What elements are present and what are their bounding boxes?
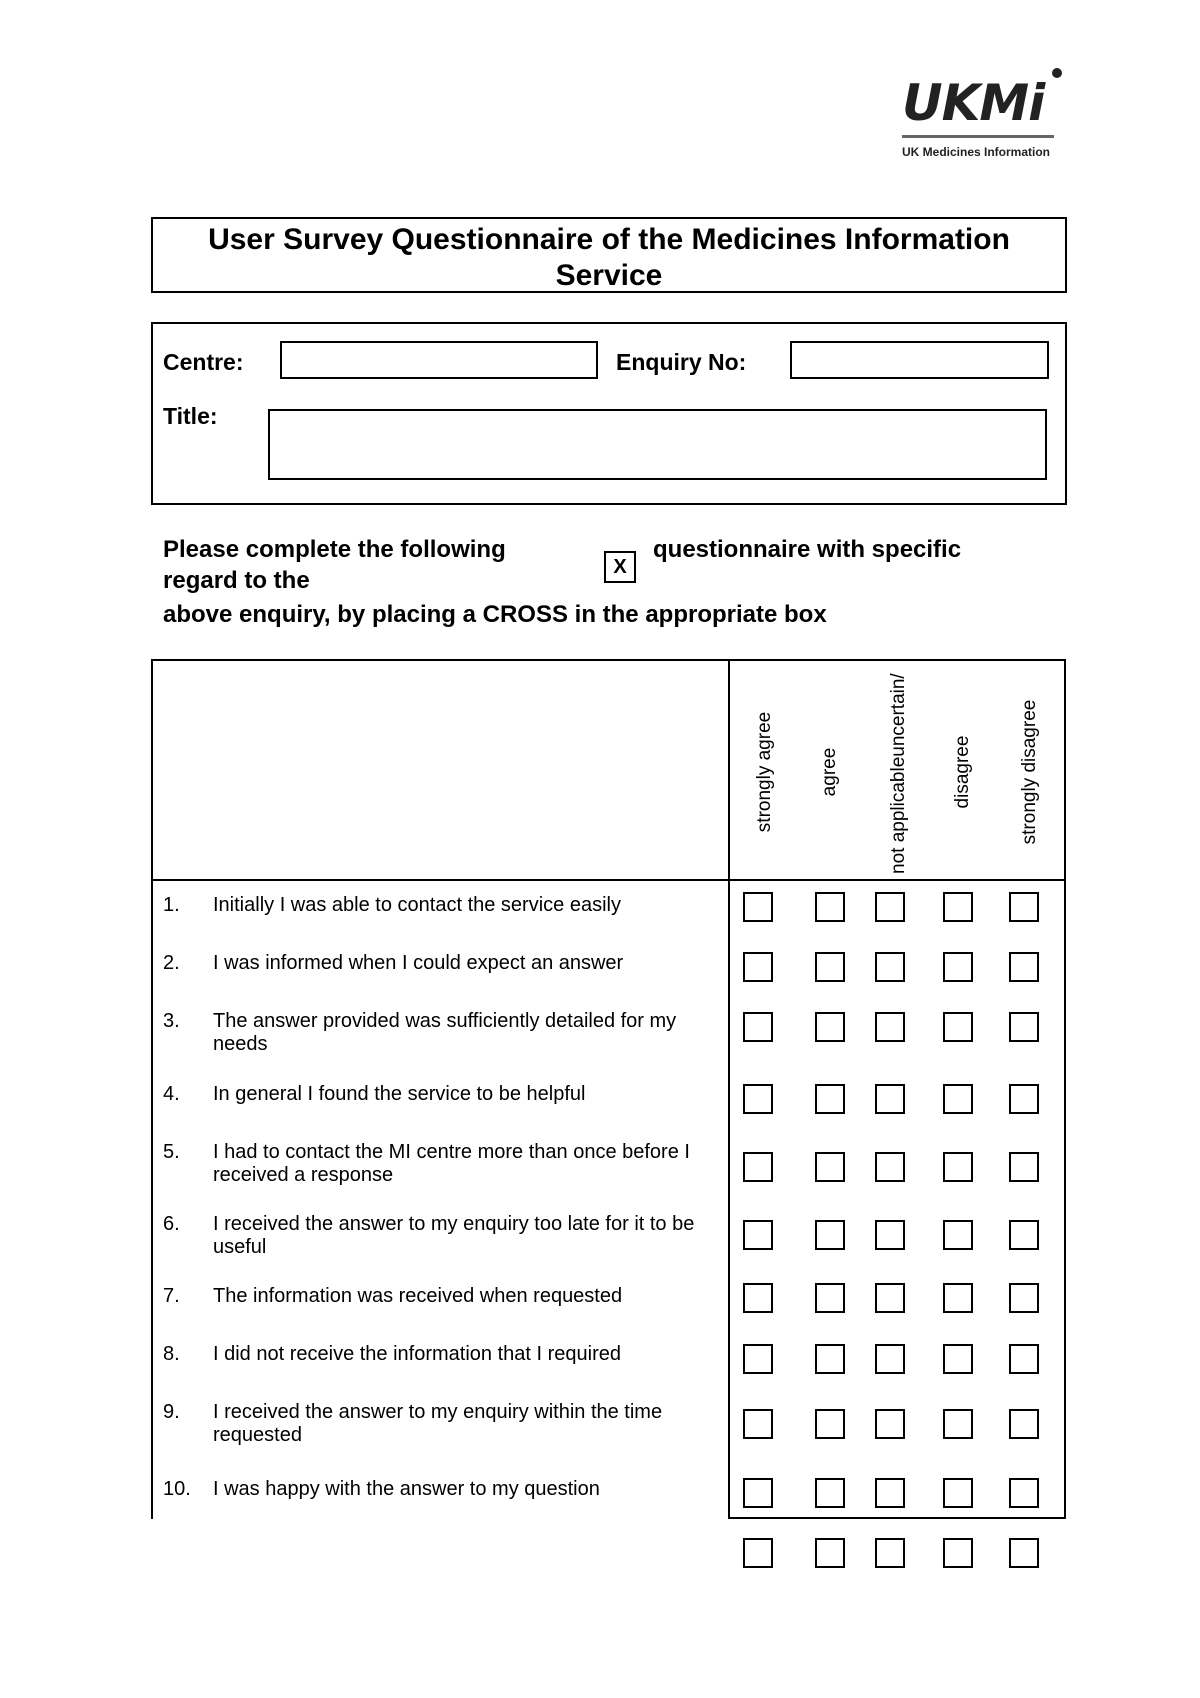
title-box	[151, 217, 1067, 293]
question-4-number: 4.	[163, 1083, 180, 1105]
page-title: User Survey Questionnaire of the Medicines Information Service	[208, 223, 1010, 292]
question-2-strongly-disagree-checkbox[interactable]	[1009, 952, 1039, 982]
table-right-border	[1064, 659, 1066, 1519]
instruction-line-1b: questionnaire with specific	[653, 536, 962, 563]
question-4-strongly-agree-checkbox[interactable]	[743, 1084, 773, 1114]
centre-field[interactable]	[280, 341, 598, 379]
question-3-text: The answer provided was sufficiently detailed for my needs	[213, 1010, 677, 1055]
question-7-text: The information was received when requested	[213, 1285, 623, 1307]
question-7-strongly-disagree-checkbox[interactable]	[1009, 1283, 1039, 1313]
question-6-text: I received the answer to my enquiry too late for it to be useful	[213, 1213, 695, 1258]
question-6-number: 6.	[163, 1213, 180, 1235]
centre-label: Centre:	[163, 349, 244, 375]
question-3-strongly-disagree-checkbox[interactable]	[1009, 1012, 1039, 1042]
extra-row-strongly-disagree-checkbox[interactable]	[1009, 1538, 1039, 1568]
question-9-disagree-checkbox[interactable]	[943, 1409, 973, 1439]
logo-rule	[902, 135, 1054, 138]
question-7-agree-checkbox[interactable]	[815, 1283, 845, 1313]
instruction-line-3: above enquiry, by placing a CROSS in the appropriate box	[163, 601, 827, 628]
question-9-text: I received the answer to my enquiry within the time requested	[213, 1401, 663, 1446]
instruction-line-1a: Please complete the following	[163, 536, 506, 563]
question-5-not-applicable-uncertain-checkbox[interactable]	[875, 1152, 905, 1182]
question-2-agree-checkbox[interactable]	[815, 952, 845, 982]
extra-row-not-applicable-uncertain-checkbox[interactable]	[875, 1538, 905, 1568]
title-field[interactable]	[268, 409, 1047, 480]
question-2-number: 2.	[163, 952, 180, 974]
question-8-strongly-disagree-checkbox[interactable]	[1009, 1344, 1039, 1374]
col-head-strongly-disagree: strongly disagree	[1019, 699, 1040, 845]
table-top-border	[151, 659, 1066, 661]
extra-row-strongly-agree-checkbox[interactable]	[743, 1538, 773, 1568]
question-4-not-applicable-uncertain-checkbox[interactable]	[875, 1084, 905, 1114]
question-1-strongly-agree-checkbox[interactable]	[743, 892, 773, 922]
col-head-disagree: disagree	[952, 735, 973, 809]
question-1-strongly-disagree-checkbox[interactable]	[1009, 892, 1039, 922]
question-8-text: I did not receive the information that I required	[213, 1343, 622, 1365]
question-3-agree-checkbox[interactable]	[815, 1012, 845, 1042]
question-6-not-applicable-uncertain-checkbox[interactable]	[875, 1220, 905, 1250]
question-10-strongly-agree-checkbox[interactable]	[743, 1478, 773, 1508]
question-4-disagree-checkbox[interactable]	[943, 1084, 973, 1114]
extra-row-disagree-checkbox[interactable]	[943, 1538, 973, 1568]
question-6-agree-checkbox[interactable]	[815, 1220, 845, 1250]
question-8-agree-checkbox[interactable]	[815, 1344, 845, 1374]
question-8-disagree-checkbox[interactable]	[943, 1344, 973, 1374]
ukmi-logo	[902, 74, 1062, 159]
question-10-agree-checkbox[interactable]	[815, 1478, 845, 1508]
col-head-strongly-agree: strongly agree	[754, 711, 775, 833]
question-9-number: 9.	[163, 1401, 180, 1423]
title-label: Title:	[163, 403, 218, 429]
question-4-strongly-disagree-checkbox[interactable]	[1009, 1084, 1039, 1114]
extra-row-agree-checkbox[interactable]	[815, 1538, 845, 1568]
table-left-border	[151, 659, 153, 1519]
question-7-disagree-checkbox[interactable]	[943, 1283, 973, 1313]
example-cross-box: X	[604, 551, 636, 583]
question-2-disagree-checkbox[interactable]	[943, 952, 973, 982]
table-divider	[728, 659, 730, 1519]
question-7-number: 7.	[163, 1285, 180, 1307]
col-head-not-applicable-uncertain: not applicableuncertain/	[888, 673, 909, 874]
question-4-agree-checkbox[interactable]	[815, 1084, 845, 1114]
question-2-strongly-agree-checkbox[interactable]	[743, 952, 773, 982]
question-10-text: I was happy with the answer to my question	[213, 1478, 600, 1500]
question-1-number: 1.	[163, 894, 180, 916]
question-5-strongly-disagree-checkbox[interactable]	[1009, 1152, 1039, 1182]
question-2-not-applicable-uncertain-checkbox[interactable]	[875, 952, 905, 982]
question-9-agree-checkbox[interactable]	[815, 1409, 845, 1439]
question-6-strongly-agree-checkbox[interactable]	[743, 1220, 773, 1250]
question-5-agree-checkbox[interactable]	[815, 1152, 845, 1182]
question-8-not-applicable-uncertain-checkbox[interactable]	[875, 1344, 905, 1374]
question-3-not-applicable-uncertain-checkbox[interactable]	[875, 1012, 905, 1042]
question-5-strongly-agree-checkbox[interactable]	[743, 1152, 773, 1182]
question-10-strongly-disagree-checkbox[interactable]	[1009, 1478, 1039, 1508]
question-3-disagree-checkbox[interactable]	[943, 1012, 973, 1042]
question-1-agree-checkbox[interactable]	[815, 892, 845, 922]
question-7-strongly-agree-checkbox[interactable]	[743, 1283, 773, 1313]
enquiry-no-field[interactable]	[790, 341, 1049, 379]
question-3-strongly-agree-checkbox[interactable]	[743, 1012, 773, 1042]
question-7-not-applicable-uncertain-checkbox[interactable]	[875, 1283, 905, 1313]
question-1-disagree-checkbox[interactable]	[943, 892, 973, 922]
question-5-number: 5.	[163, 1141, 180, 1163]
question-9-strongly-disagree-checkbox[interactable]	[1009, 1409, 1039, 1439]
col-head-agree: agree	[819, 747, 840, 797]
header-bottom-border	[151, 879, 1066, 881]
question-9-strongly-agree-checkbox[interactable]	[743, 1409, 773, 1439]
question-5-disagree-checkbox[interactable]	[943, 1152, 973, 1182]
question-2-text: I was informed when I could expect an answer	[213, 952, 624, 974]
question-1-text: Initially I was able to contact the service easily	[213, 894, 621, 916]
enquiry-no-label: Enquiry No:	[616, 349, 747, 375]
question-4-text: In general I found the service to be helpful	[213, 1083, 586, 1105]
question-3-number: 3.	[163, 1010, 180, 1032]
question-10-disagree-checkbox[interactable]	[943, 1478, 973, 1508]
logo-subtitle: UK Medicines Information	[902, 145, 1051, 159]
logo-word: UKMi	[902, 74, 1045, 132]
question-9-not-applicable-uncertain-checkbox[interactable]	[875, 1409, 905, 1439]
question-8-number: 8.	[163, 1343, 180, 1365]
question-5-text: I had to contact the MI centre more than once before I received a response	[213, 1141, 690, 1186]
question-6-disagree-checkbox[interactable]	[943, 1220, 973, 1250]
instruction-line-2: regard to the	[163, 567, 310, 594]
question-8-strongly-agree-checkbox[interactable]	[743, 1344, 773, 1374]
question-6-strongly-disagree-checkbox[interactable]	[1009, 1220, 1039, 1250]
table-bottom-border	[728, 1517, 1066, 1519]
logo-dot	[1052, 68, 1062, 78]
question-10-not-applicable-uncertain-checkbox[interactable]	[875, 1478, 905, 1508]
question-1-not-applicable-uncertain-checkbox[interactable]	[875, 892, 905, 922]
question-10-number: 10.	[163, 1478, 191, 1500]
